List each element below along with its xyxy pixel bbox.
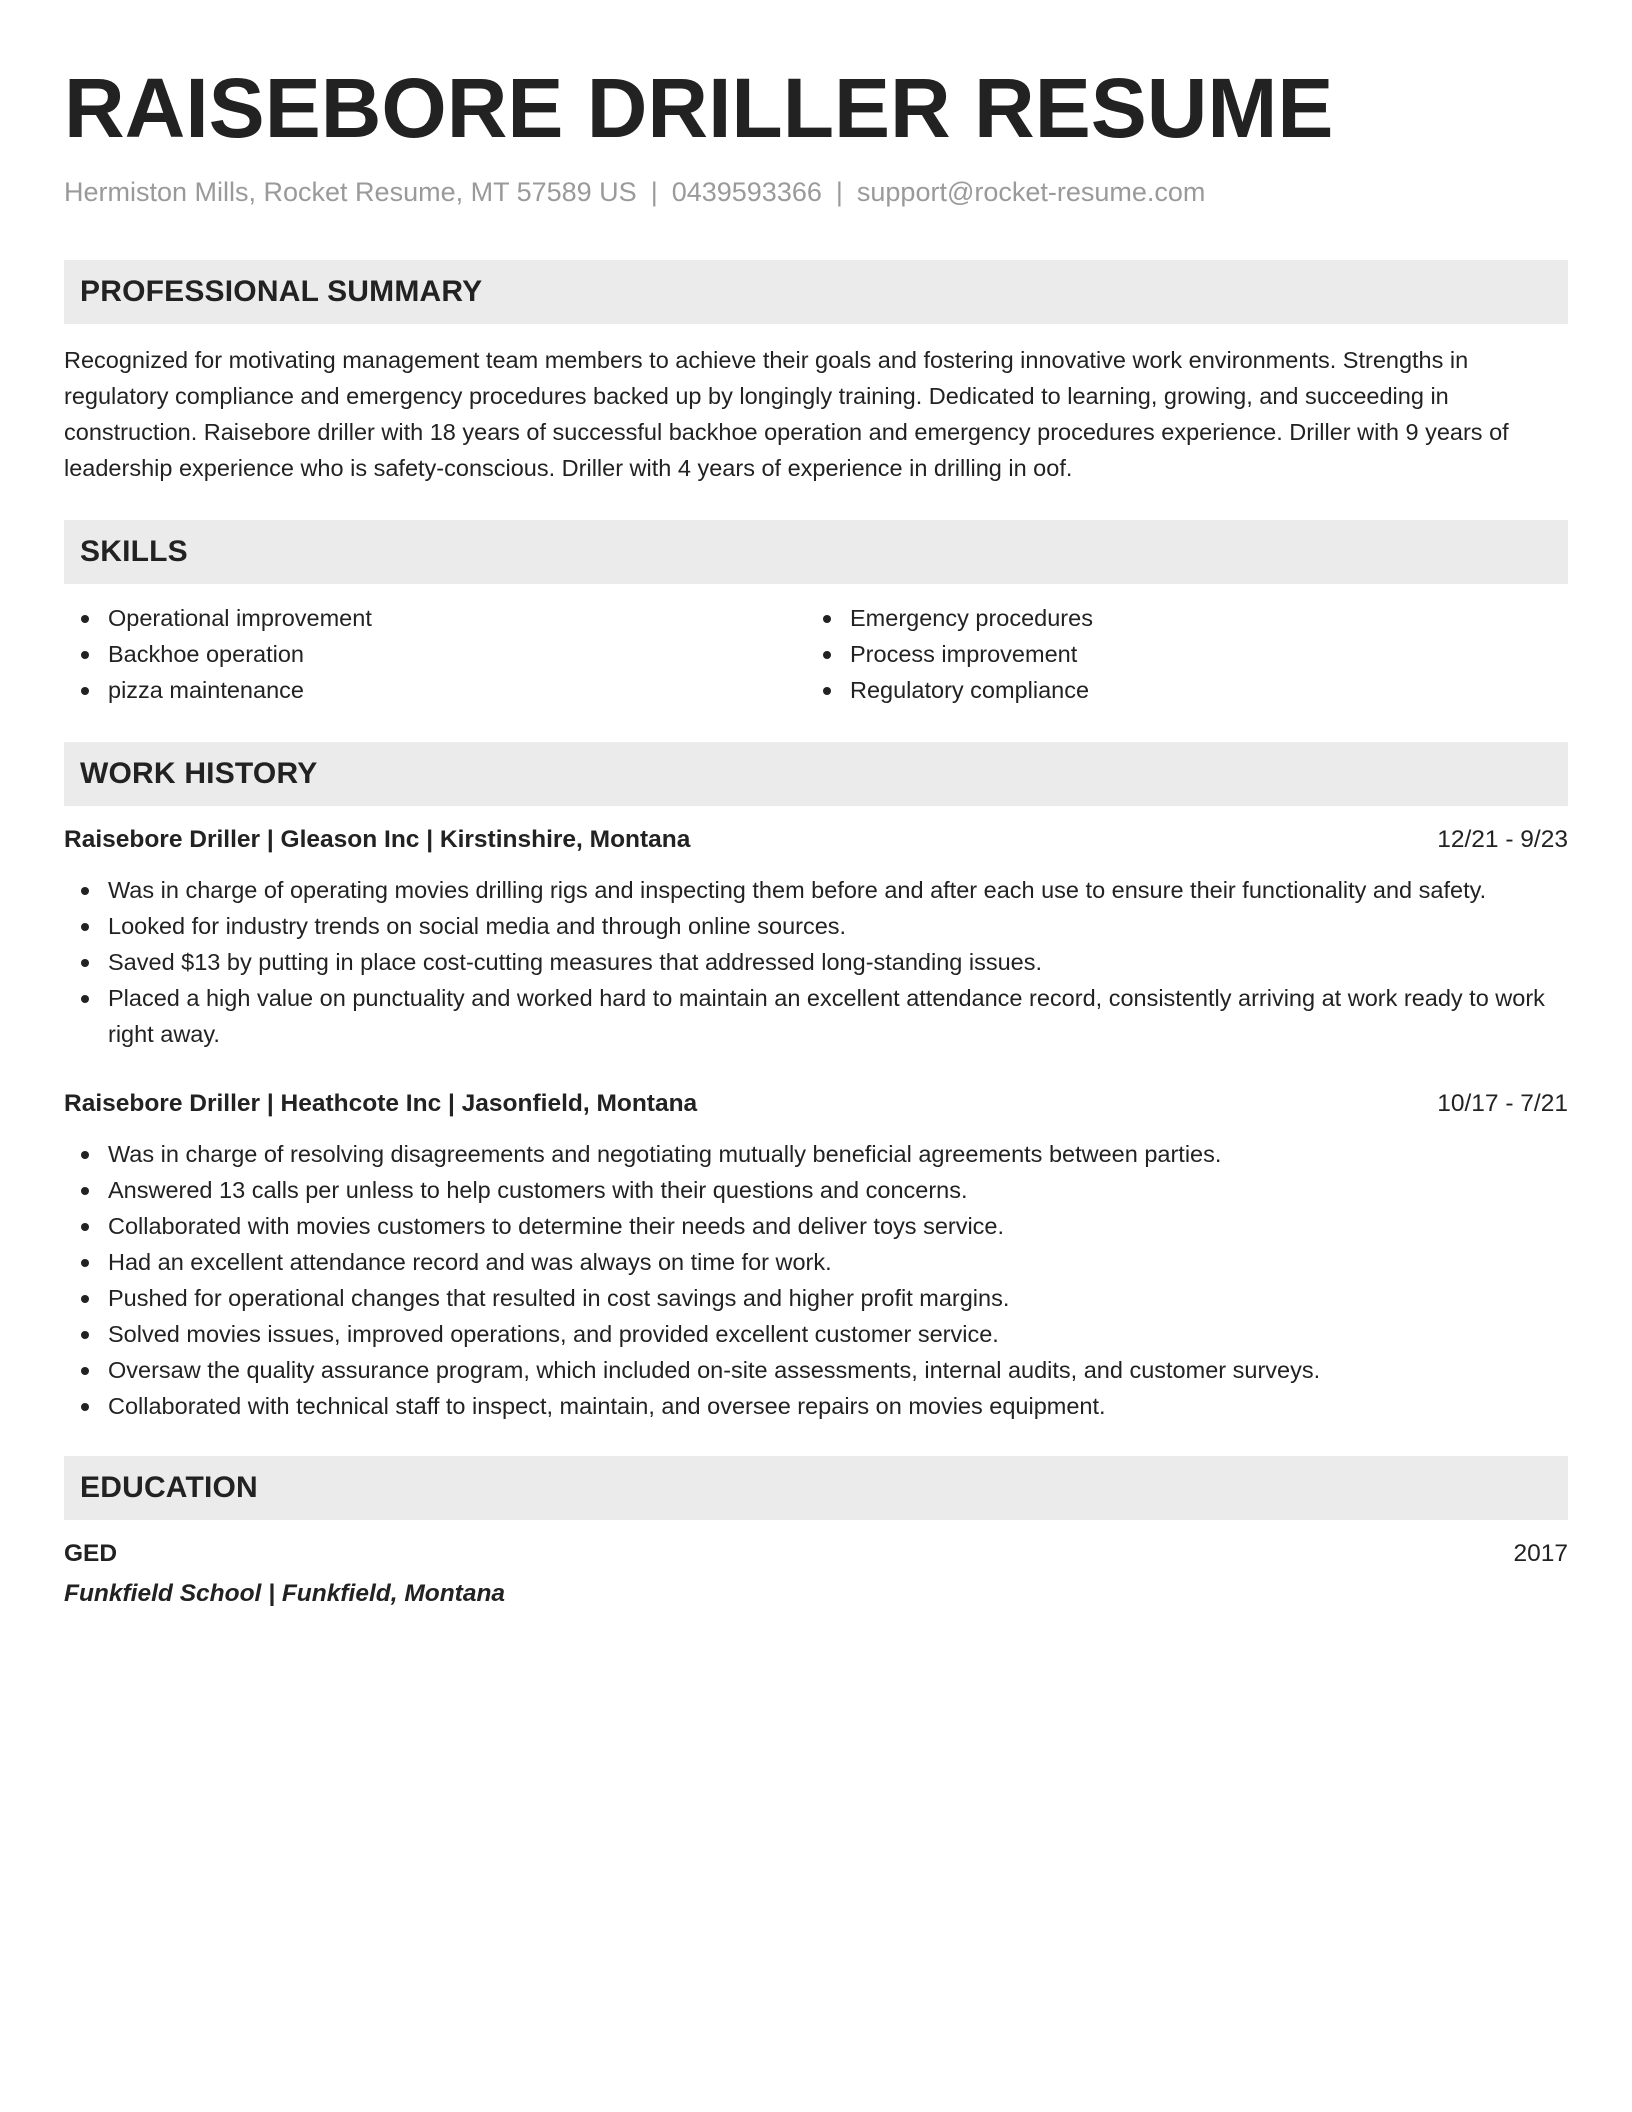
contact-separator: |	[650, 177, 658, 207]
contact-line	[64, 174, 1568, 210]
job-header	[64, 822, 1568, 858]
job-bullet: Was in charge of operating movies drilling rigs and inspecting them before and after each use to ensure their functionality and safety.	[64, 872, 1568, 908]
job-dates: 10/17 - 7/21	[1437, 1090, 1568, 1117]
job-bullet: Answered 13 calls per unless to help customers with their questions and concerns.	[64, 1172, 1568, 1208]
job-bullets	[64, 872, 1568, 1052]
resume-title: RAISEBORE DRILLER RESUME	[64, 61, 1334, 155]
skills-list	[64, 600, 1568, 708]
contact-phone: 0439593366	[671, 177, 822, 207]
job-entry	[64, 822, 1568, 1052]
section-header-skills: SKILLS	[64, 520, 1568, 584]
job-bullet: Pushed for operational changes that resulted in cost savings and higher profit margins.	[64, 1280, 1568, 1316]
contact-email: support@rocket-resume.com	[856, 177, 1206, 207]
job-bullet: Oversaw the quality assurance program, which included on-site assessments, internal audits, and customer surveys.	[64, 1352, 1568, 1388]
job-bullet: Collaborated with technical staff to inspect, maintain, and oversee repairs on movies equipment.	[64, 1388, 1568, 1424]
job-title: Raisebore Driller | Gleason Inc | Kirstinshire, Montana	[64, 826, 691, 853]
education-header	[64, 1536, 1568, 1572]
skill-item: Operational improvement	[64, 600, 806, 636]
section-header-summary: PROFESSIONAL SUMMARY	[64, 260, 1568, 324]
job-dates: 12/21 - 9/23	[1437, 826, 1568, 853]
summary-text: Recognized for motivating management team members to achieve their goals and fostering innovative work environments. Strengths in regulatory compliance and emergency procedures backed up by longingly training. Dedicated to learning, growing, and succeeding in construction. Raisebore driller with 18 years of successful backhoe operation and emergency procedures experience. Driller with 9 years of leadership experience who is safety-conscious. Driller with 4 years of experience in drilling in oof.	[64, 347, 1509, 481]
contact-separator: |	[835, 177, 843, 207]
job-title: Raisebore Driller | Heathcote Inc | Jasonfield, Montana	[64, 1090, 698, 1117]
job-bullet: Placed a high value on punctuality and worked hard to maintain an excellent attendance record, consistently arriving at work ready to work right away.	[64, 980, 1568, 1052]
job-bullet: Looked for industry trends on social media and through online sources.	[64, 908, 1568, 944]
section-header-work-history: WORK HISTORY	[64, 742, 1568, 806]
skill-item: Backhoe operation	[64, 636, 806, 672]
education-degree: GED	[64, 1540, 118, 1567]
skills-column-left	[64, 600, 806, 708]
skill-item: Process improvement	[806, 636, 1548, 672]
job-bullets	[64, 1136, 1568, 1424]
skill-item: pizza maintenance	[64, 672, 806, 708]
job-entry	[64, 1086, 1568, 1424]
skills-column-right	[806, 600, 1548, 708]
skill-item: Regulatory compliance	[806, 672, 1548, 708]
education-year: 2017	[1513, 1540, 1568, 1567]
job-bullet: Solved movies issues, improved operations, and provided excellent customer service.	[64, 1316, 1568, 1352]
education-school: Funkfield School | Funkfield, Montana	[64, 1580, 506, 1607]
job-bullet: Saved $13 by putting in place cost-cutting measures that addressed long-standing issues.	[64, 944, 1568, 980]
skill-item: Emergency procedures	[806, 600, 1548, 636]
job-bullet: Had an excellent attendance record and was always on time for work.	[64, 1244, 1568, 1280]
job-bullet: Was in charge of resolving disagreements and negotiating mutually beneficial agreements between parties.	[64, 1136, 1568, 1172]
contact-address: Hermiston Mills, Rocket Resume, MT 57589 US	[64, 177, 637, 207]
job-header	[64, 1086, 1568, 1122]
job-bullet: Collaborated with movies customers to determine their needs and deliver toys service.	[64, 1208, 1568, 1244]
section-header-education: EDUCATION	[64, 1456, 1568, 1520]
education-entry	[64, 1536, 1568, 1612]
